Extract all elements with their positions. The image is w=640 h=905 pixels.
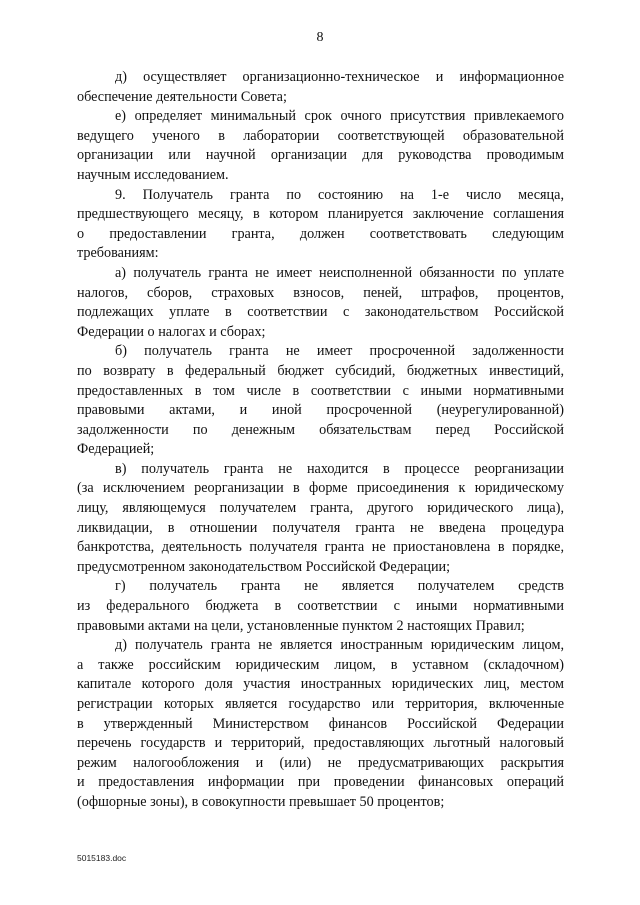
paragraph-line: организации или научной организации для руководства проводимым [77,147,564,164]
paragraph-line: банкротства, деятельность получателя гранта не приостановлена в порядке, [77,539,564,556]
paragraph-a-taxes [77,264,564,342]
paragraph-line: и предоставления информации при проведении финансовых операций [77,774,564,791]
paragraph-line: правовыми актами на цели, установленные пунктом 2 настоящих Правил; [77,617,525,634]
paragraph-line: 9. Получатель гранта по состоянию на 1-е число месяца, [115,186,564,203]
paragraph-line: лицу, являющемуся получателем гранта, другого юридического лица), [77,500,564,517]
paragraph-d-council [77,68,564,107]
paragraph-line: ведущего ученого в лаборатории соответствующей образовательной [77,127,564,144]
file-name-footer: 5015183.doc [77,853,127,863]
paragraph-line: д) получатель гранта не является иностранным юридическим лицом, [115,637,564,654]
paragraph-line: о предоставлении гранта, должен соответствовать следующим [77,225,564,242]
paragraph-line: а) получатель гранта не имеет неисполненной обязанности по уплате [115,264,564,281]
paragraph-line: из федерального бюджета в соответствии с иными нормативными [77,598,564,615]
paragraph-v-reorganization [77,460,564,578]
paragraph-e-presence [77,107,564,185]
paragraph-line: подлежащих уплате в соответствии с законодательством Российской [77,304,564,321]
document-body [77,68,564,813]
paragraph-line: по возврату в федеральный бюджет субсидий, бюджетных инвестиций, [77,362,564,379]
paragraph-line: правовыми актами, и иной просроченной (неурегулированной) [77,402,564,419]
paragraph-line: перечень государств и территорий, предоставляющих льготный налоговый [77,735,564,752]
paragraph-line: (за исключением реорганизации в форме присоединения к юридическому [77,480,564,497]
paragraph-line: Федерацией; [77,441,155,458]
paragraph-line: в) получатель гранта не находится в процессе реорганизации [115,460,564,477]
paragraph-line: а также российским юридическим лицом, в уставном (складочном) [77,656,564,673]
paragraph-line: научным исследованием. [77,166,229,183]
paragraph-line: е) определяет минимальный срок очного присутствия привлекаемого [115,108,564,125]
paragraph-line: в утвержденный Министерством финансов Российской Федерации [77,715,564,732]
paragraph-line: требованиям: [77,245,159,262]
paragraph-line: капитале которого доля участия иностранных юридических лиц, местом [77,676,564,693]
paragraph-line: ликвидации, в отношении получателя гранта не введена процедура [77,519,564,536]
paragraph-line: режим налогообложения и (или) не предусматривающих раскрытия [77,754,564,771]
paragraph-line: обеспечение деятельности Совета; [77,88,287,105]
paragraph-line: предоставленных в том числе в соответствии с иными нормативными [77,382,564,399]
paragraph-line: (офшорные зоны), в совокупности превышает 50 процентов; [77,793,445,810]
paragraph-line: б) получатель гранта не имеет просроченной задолженности [115,343,564,360]
paragraph-line: предусмотренном законодательством Российской Федерации; [77,558,451,575]
paragraph-line: д) осуществляет организационно-техническое и информационное [115,69,564,85]
paragraph-line: г) получатель гранта не является получателем средств [115,578,564,595]
paragraph-line: налогов, сборов, страховых взносов, пеней, штрафов, процентов, [77,284,564,301]
paragraph-line: задолженности по денежным обязательствам перед Российской [77,421,564,438]
paragraph-d-foreign [77,636,564,812]
paragraph-line: регистрации которых является государство или территория, включенные [77,696,564,712]
paragraph-line: Федерации о налогах и сборах; [77,323,266,340]
paragraph-b-debt [77,342,564,460]
paragraph-9-requirements [77,186,564,264]
page-number: 8 [316,30,324,45]
paragraph-g-federal-budget [77,577,564,636]
paragraph-line: предшествующего месяцу, в котором планируется заключение соглашения [77,206,564,223]
